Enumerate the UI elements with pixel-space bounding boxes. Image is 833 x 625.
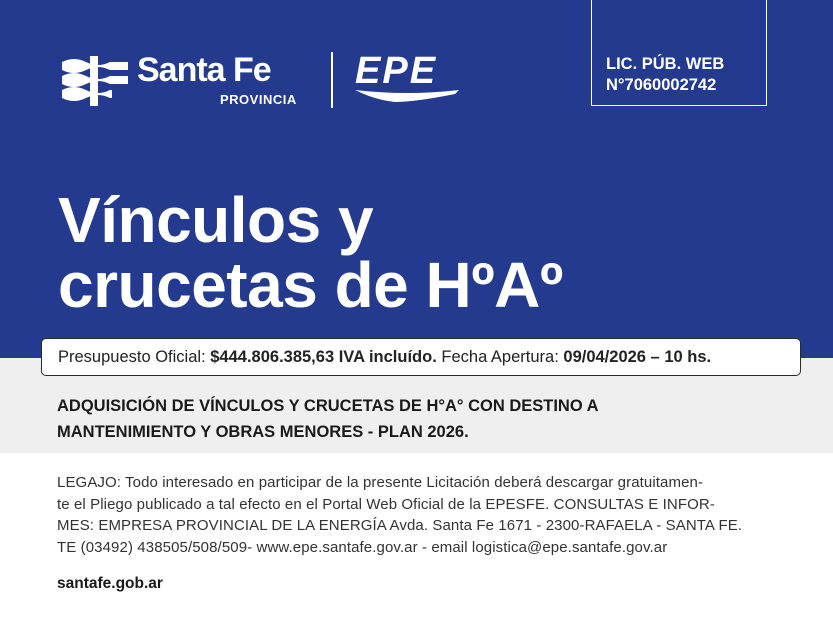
logo-divider <box>331 52 333 108</box>
epe-logo <box>355 50 465 106</box>
legajo-text <box>57 472 777 558</box>
epe-wordmark: EPE <box>355 50 438 92</box>
legajo-line-4: TE (03492) 438505/508/509- www.epe.santafe.gov.ar - email logistica@epe.santafe.gov.ar <box>57 538 668 556</box>
objeto-line-2: MANTENIMIENTO Y OBRAS MENORES - PLAN 2026. <box>57 423 469 441</box>
epe-swoosh-icon <box>355 88 459 104</box>
license-number: N°7060002742 <box>606 76 717 94</box>
opening-date-label: Fecha Apertura: <box>441 348 559 366</box>
budget-amount: $444.806.385,63 IVA incluído. <box>210 348 437 366</box>
santa-fe-flag-icon <box>60 54 130 108</box>
objeto-text <box>57 393 777 445</box>
title-line-1: Vínculos y <box>58 184 374 256</box>
footer-site[interactable]: santafe.gob.ar <box>57 575 163 592</box>
license-label: LIC. PÚB. WEB <box>606 55 725 73</box>
license-box <box>591 0 767 106</box>
title-line-2: crucetas de HºAº <box>58 249 563 321</box>
budget-bar <box>41 338 801 376</box>
santa-fe-provincia: PROVINCIA <box>220 92 297 107</box>
santa-fe-wordmark: Santa Fe <box>137 51 271 89</box>
opening-date: 09/04/2026 – 10 hs. <box>563 348 712 366</box>
legajo-line-1: LEGAJO: Todo interesado en participar de la presente Licitación deberá descargar gratuitamen- <box>57 474 704 491</box>
legajo-line-3: MES: EMPRESA PROVINCIAL DE LA ENERGÍA Avda. Santa Fe 1671 - 2300-RAFAELA - SANTA FE. <box>57 517 743 534</box>
legajo-line-2: te el Pliego publicado a tal efecto en el Portal Web Oficial de la EPESFE. CONSULTAS E INFOR- <box>57 495 715 513</box>
objeto-line-1: ADQUISICIÓN DE VÍNCULOS Y CRUCETAS DE H°A° CON DESTINO A <box>57 397 599 415</box>
budget-label: Presupuesto Oficial: <box>58 348 206 366</box>
santa-fe-logo <box>60 50 310 112</box>
